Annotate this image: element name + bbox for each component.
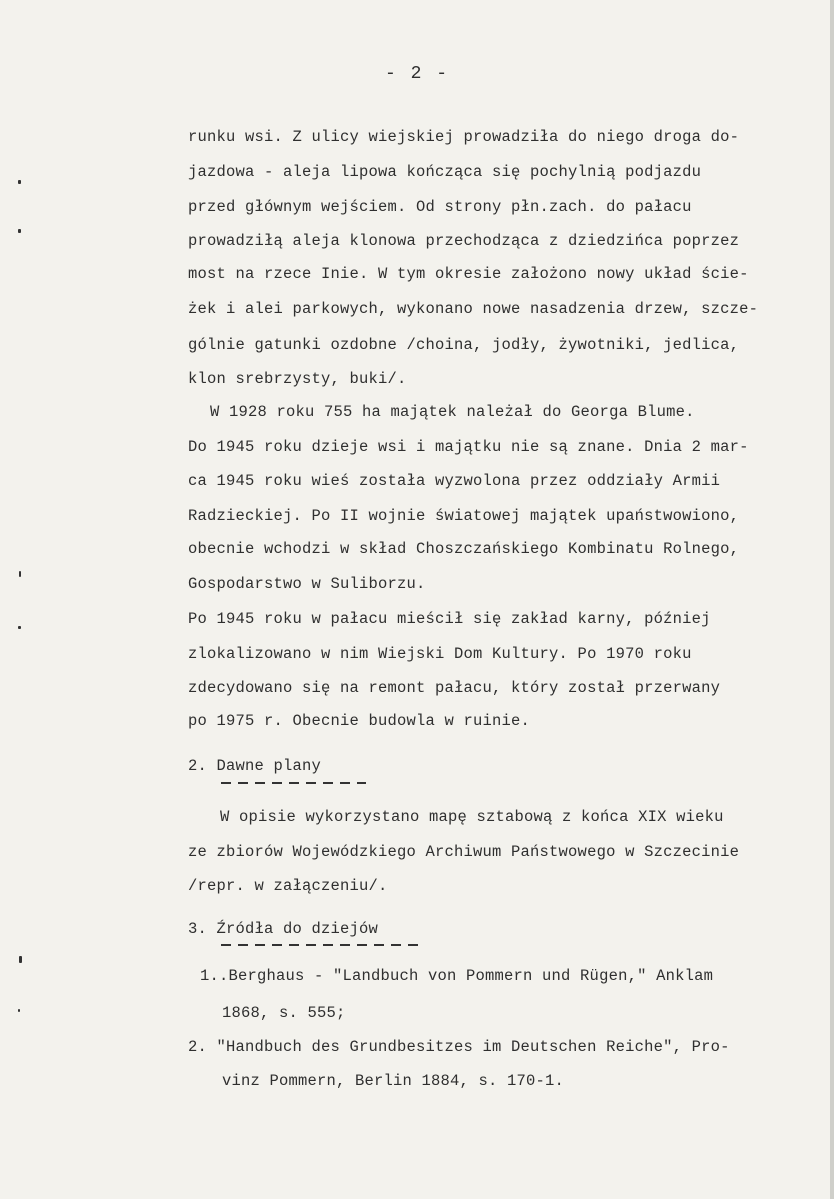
section-heading: 2. Dawne plany bbox=[188, 757, 322, 775]
text-line: runku wsi. Z ulicy wiejskiej prowadziła do niego droga do- bbox=[188, 128, 740, 146]
source-item: 1..Berghaus - "Landbuch von Pommern und Rügen," Anklam bbox=[200, 967, 714, 985]
text-line: Radzieckiej. Po II wojnie światowej majątek upaństwowiono, bbox=[188, 507, 740, 525]
text-line: jazdowa - aleja lipowa kończąca się pochylnią podjazdu bbox=[188, 163, 702, 181]
section-heading: 3. Źródła do dziejów bbox=[188, 920, 379, 938]
text-line: przed głównym wejściem. Od strony płn.zach. do pałacu bbox=[188, 198, 692, 216]
text-line: prowadziłą aleja klonowa przechodząca z dziedzińca poprzez bbox=[188, 232, 740, 250]
margin-mark bbox=[18, 1009, 20, 1012]
text-line: zdecydowano się na remont pałacu, który został przerwany bbox=[188, 679, 721, 697]
page-number: - 2 - bbox=[384, 64, 449, 84]
text-line: obecnie wchodzi w skład Choszczańskiego Kombinatu Rolnego, bbox=[188, 540, 740, 558]
margin-mark bbox=[18, 229, 21, 233]
margin-mark bbox=[19, 571, 21, 577]
margin-mark bbox=[18, 626, 21, 629]
text-line: po 1975 r. Obecnie budowla w ruinie. bbox=[188, 712, 531, 730]
text-line: Do 1945 roku dzieje wsi i majątku nie są znane. Dnia 2 mar- bbox=[188, 438, 749, 456]
text-line: /repr. w załączeniu/. bbox=[188, 877, 388, 895]
text-line: ca 1945 roku wieś została wyzwolona przez oddziały Armii bbox=[188, 472, 721, 490]
text-line: W 1928 roku 755 ha majątek należał do Georga Blume. bbox=[210, 403, 695, 421]
text-line: zlokalizowano w nim Wiejski Dom Kultury. Po 1970 roku bbox=[188, 645, 692, 663]
margin-mark bbox=[18, 180, 21, 184]
text-line: klon srebrzysty, buki/. bbox=[188, 370, 407, 388]
text-line: most na rzece Inie. W tym okresie założono nowy układ ście- bbox=[188, 265, 749, 283]
text-line: ze zbiorów Wojewódzkiego Archiwum Państwowego w Szczecinie bbox=[188, 843, 740, 861]
source-item-continuation: 1868, s. 555; bbox=[222, 1004, 346, 1022]
page-edge bbox=[830, 0, 834, 1199]
heading-underline bbox=[221, 944, 421, 946]
text-line: żek i alei parkowych, wykonano nowe nasadzenia drzew, szcze- bbox=[188, 300, 759, 318]
heading-underline bbox=[221, 782, 366, 784]
margin-mark bbox=[19, 956, 22, 963]
source-item-continuation: vinz Pommern, Berlin 1884, s. 170-1. bbox=[222, 1072, 565, 1090]
text-line: gólnie gatunki ozdobne /choina, jodły, żywotniki, jedlica, bbox=[188, 336, 740, 354]
text-line: Gospodarstwo w Suliborzu. bbox=[188, 575, 426, 593]
text-line: W opisie wykorzystano mapę sztabową z końca XIX wieku bbox=[220, 808, 724, 826]
text-line: Po 1945 roku w pałacu mieścił się zakład karny, później bbox=[188, 610, 711, 628]
source-item: 2. "Handbuch des Grundbesitzes im Deutschen Reiche", Pro- bbox=[188, 1038, 730, 1056]
